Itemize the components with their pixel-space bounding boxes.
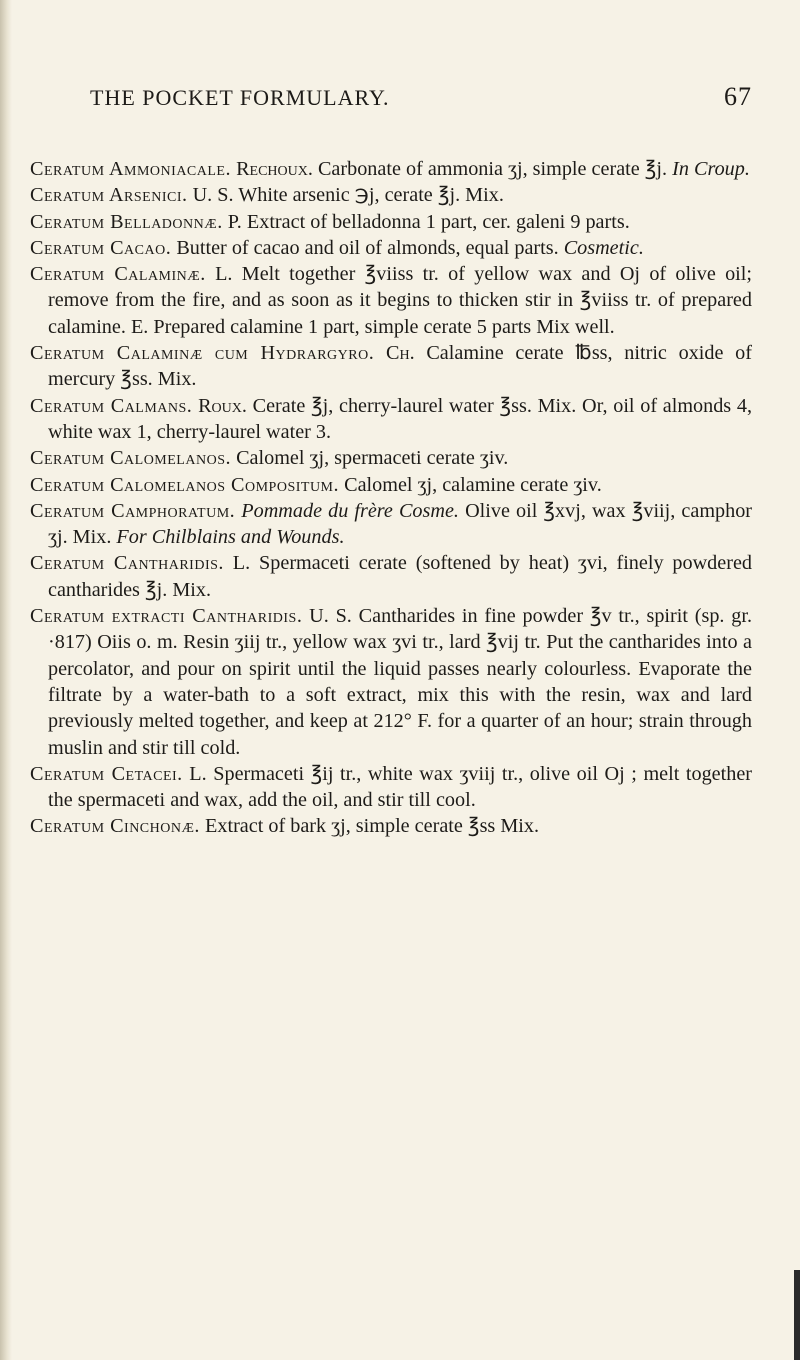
book-page	[30, 82, 752, 840]
formulary-entries	[30, 156, 752, 840]
entry-note: Pommade du frère Cosme.	[241, 499, 459, 522]
entry-body: Calomel ʒj, calamine cerate ʒiv.	[344, 473, 602, 496]
page-number: 67	[724, 82, 752, 111]
entry-source: L.	[189, 762, 207, 785]
entry	[30, 550, 752, 603]
entry-body: Olive oil ℥xvj, wax ℥viij, camphor ʒj. Mix.	[48, 499, 753, 549]
running-title: THE POCKET FORMULARY.	[90, 85, 390, 110]
entry-heading: Ceratum extracti Cantharidis.	[30, 605, 303, 628]
entry	[30, 498, 752, 551]
entry-body: Extract of bark ʒj, simple cerate ℥ss Mix.	[205, 815, 540, 838]
running-head	[90, 82, 752, 112]
entry	[30, 813, 752, 839]
entry-source: Ch.	[386, 342, 415, 365]
entry-source: U. S.	[309, 605, 352, 628]
entry	[30, 156, 752, 182]
entry-heading: Ceratum Calomelanos Compositum.	[30, 473, 340, 496]
entry-source: Rechoux.	[236, 158, 313, 180]
page-gutter-shadow	[0, 0, 12, 1360]
entry-body: Melt together ℥viiss tr. of yellow wax and Oj of olive oil; remove from the fire, and as soon as it begins to thicken stir in ℥viiss tr. of prepared calamine. E. Prepared calamine 1 part, simple cerate 5 parts Mix well.	[48, 263, 753, 338]
entry-source: L.	[215, 263, 233, 286]
entry-source: U. S.	[192, 184, 234, 207]
entry-heading: Ceratum Calmans.	[30, 394, 193, 417]
entry-heading: Ceratum Calaminæ cum Hydrargyro.	[30, 342, 375, 365]
entry	[30, 472, 752, 498]
entry-body: Cerate ℥j, cherry-laurel water ℥ss. Mix. Or, oil of almonds 4, white wax 1, cherry-laurel water 3.	[48, 394, 753, 443]
entry	[30, 209, 752, 235]
entry-heading: Ceratum Ammoniacale.	[30, 158, 232, 180]
entry	[30, 261, 752, 340]
entry-source: P.	[227, 210, 242, 233]
entry-heading: Ceratum Belladonnæ.	[30, 210, 223, 233]
entry	[30, 393, 752, 446]
entry-body: Spermaceti ℥ij tr., white wax ʒviij tr., olive oil Oj ; melt together the spermaceti and wax, add the oil, and stir till cool.	[48, 762, 753, 812]
entry-heading: Ceratum Cantharidis.	[30, 552, 224, 575]
entry-heading: Ceratum Cinchonæ.	[30, 815, 200, 838]
entry-note: Cosmetic.	[563, 236, 644, 259]
entry-body: White arsenic ℈j, cerate ℥j. Mix.	[238, 184, 504, 207]
entry	[30, 445, 752, 471]
entry-body: Calomel ʒj, spermaceti cerate ʒiv.	[236, 447, 509, 470]
entry-body: Spermaceti cerate (softened by heat) ʒvi, finely powdered cantharides ℥j. Mix.	[48, 552, 753, 601]
entry-body: Extract of belladonna 1 part, cer. galeni 9 parts.	[246, 210, 630, 233]
entry-body: Calamine cerate ℔ss, nitric oxide of mercury ℥ss. Mix.	[48, 342, 752, 391]
entry-heading: Ceratum Camphoratum.	[30, 499, 236, 522]
entry-heading: Ceratum Calomelanos.	[30, 447, 232, 470]
entry-body: Cantharides in fine powder ℥v tr., spirit (sp. gr. ·817) Oiis o. m. Resin ʒiij tr., yellow wax ʒvi tr., lard ℥vij tr. Put the cantharides into a percolator, and pour on spirit until the liquid passes nearly colourless. Evaporate the filtrate by a water-bath to a soft extract, mix this with the resin, wax and lard previously melted together, and keep at 212° F. for a quarter of an hour; strain through muslin and stir till cold.	[48, 605, 753, 759]
entry-source: L.	[232, 552, 251, 575]
entry-body: Carbonate of ammonia ʒj, simple cerate ℥j.	[317, 158, 668, 180]
entry-heading: Ceratum Cetacei.	[30, 762, 183, 785]
entry	[30, 761, 752, 814]
entry	[30, 182, 752, 208]
entry-heading: Ceratum Arsenici.	[30, 184, 188, 207]
entry-heading: Ceratum Cacao.	[30, 236, 172, 259]
entry-body: Butter of cacao and oil of almonds, equal parts.	[176, 236, 559, 259]
entry	[30, 235, 752, 261]
entry-heading: Ceratum Calaminæ.	[30, 263, 206, 286]
scan-edge-mark	[794, 1270, 800, 1360]
entry-source: Roux.	[198, 394, 247, 417]
entry	[30, 340, 752, 393]
entry-note: For Chilblains and Wounds.	[116, 526, 345, 549]
entry-note: In Croup.	[672, 158, 750, 180]
entry	[30, 603, 752, 761]
